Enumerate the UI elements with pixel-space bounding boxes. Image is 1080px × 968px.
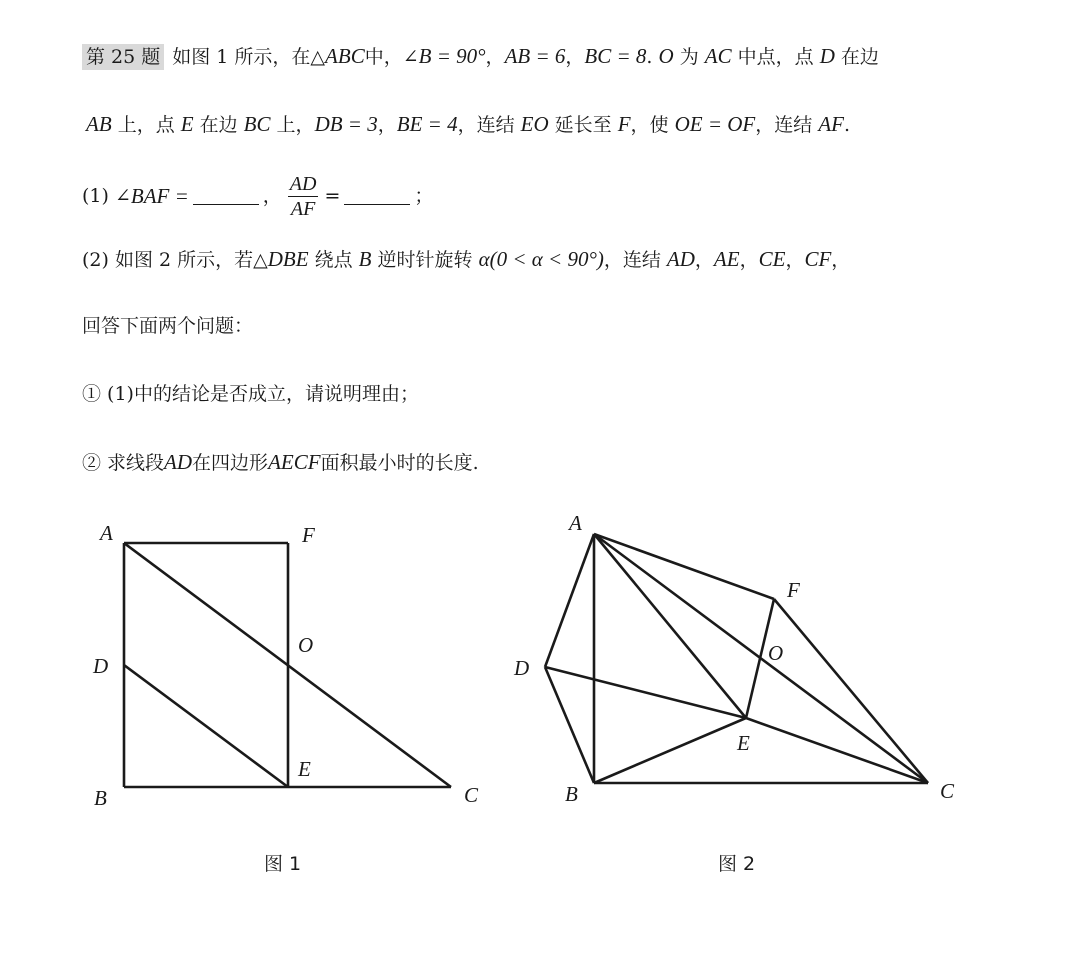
question-1: (1) ∠ BAF = ， $\frac{AD}{AF}$ = ； [82,172,434,220]
fig1-label-a: A [100,521,113,545]
fig2-label-o: O [768,641,784,665]
fig2-label-e: E [737,731,750,755]
seg-ad [545,534,594,667]
fig2-label-d: D [514,656,530,680]
question-2-intro: 回答下面两个问题： [82,315,254,337]
problem-number-badge: 第 25 题 [82,44,164,70]
question-2: (2) 如图 2 所示，若△DBE 绕点 B 逆时针旋转 α(0 < α < 90°)，连结 AD，AE，CE，CF， [82,247,851,271]
seg-be [594,718,746,783]
problem-line-1: 第 25 题 如图 1 所示，在△ABC中，∠B = 90°，AB = 6，BC = 8. O 为 AC 中点，点 D 在边 [82,42,879,71]
figure-1-caption: 图 1 [264,853,302,875]
seg-de [545,667,746,718]
seg-db [545,667,594,783]
fig1-label-o: O [298,633,314,657]
fig2-label-f: F [787,578,800,602]
answer-blank-2[interactable] [344,188,410,205]
figure-1 [0,500,520,900]
fig2-label-a: A [569,511,582,535]
fraction-ad-af: $\frac{AD}{AF}$ [289,172,317,220]
fig1-label-c: C [464,783,479,807]
fig1-label-b: B [94,786,107,810]
figure-2 [514,500,1040,900]
sub-question-2: ② 求线段AD在四边形AECF面积最小时的长度. [82,450,479,474]
answer-blank-1[interactable] [193,188,259,205]
sub-question-1: ① (1)中的结论是否成立，请说明理由； [82,383,419,405]
fig2-label-b: B [565,782,578,806]
fig1-label-e: E [298,757,311,781]
figure-2-caption: 图 2 [718,853,756,875]
figure-1-segments [124,543,451,787]
fig1-label-f: F [302,523,315,547]
seg-de [124,665,288,787]
fig2-label-c: C [940,779,955,803]
fig1-label-d: D [93,654,109,678]
problem-line-2: AB 上，点 E 在边 BC 上，DB = 3，BE = 4，连结 EO 延长至 F，使 OE = OF，连结 AF. [86,112,851,136]
